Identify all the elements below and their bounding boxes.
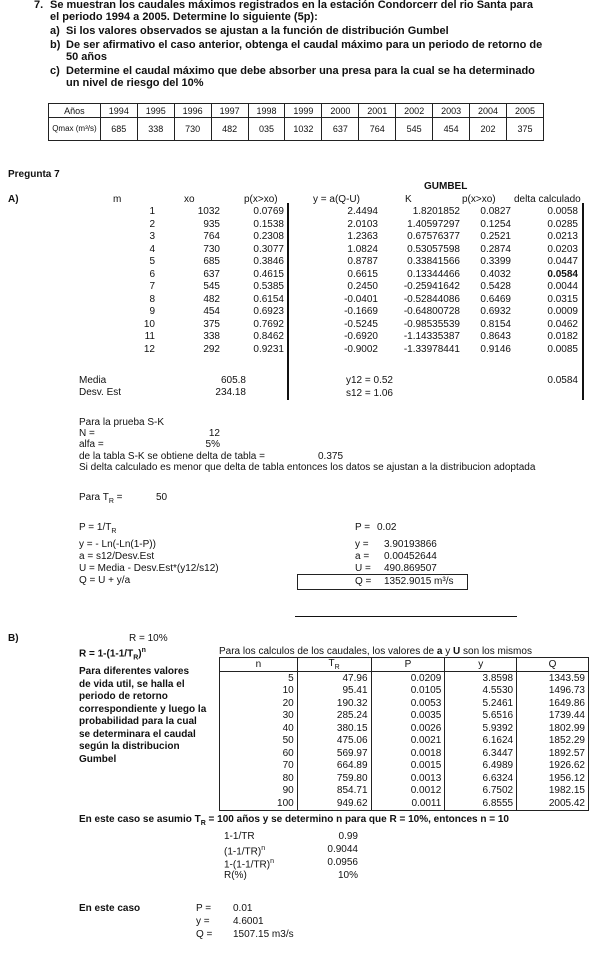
gumbel-cell: 0.0085 <box>547 343 578 355</box>
table-cell: 5.6516 <box>445 710 517 723</box>
year-cell: 1998 <box>248 104 285 118</box>
years-row-label: Años <box>49 104 101 118</box>
gumbel-cell: 0.2521 <box>480 231 511 242</box>
year-cell: 2001 <box>359 104 396 118</box>
table-cell: 949.62 <box>297 797 371 810</box>
gumbel-cell: 0.0213 <box>547 231 578 242</box>
table-row <box>220 722 589 735</box>
gumbel-cell: 5 <box>149 256 155 267</box>
header-tr: $T_R$ <box>297 658 371 672</box>
qmax-cell: 685 <box>100 118 137 141</box>
problem-line-2: el periodo 1994 a 2005. Determine lo siguiente (5p): <box>50 11 318 23</box>
gumbel-cell: 4 <box>149 243 155 255</box>
calc-3-value: 0.0956 <box>327 857 358 868</box>
year-cell: 1999 <box>285 104 322 118</box>
para-tr: Para $T_R$ = <box>79 492 123 505</box>
gumbel-cell: 0.8787 <box>347 256 378 267</box>
value-a-label: a = <box>355 551 370 562</box>
table-row <box>220 760 589 773</box>
gumbel-cell: 730 <box>203 243 220 255</box>
gumbel-cell: 0.2874 <box>480 243 511 255</box>
qmax-row-label: Qmax (m³/s) <box>49 118 101 141</box>
table-cell: 6.6324 <box>445 772 517 785</box>
table-cell: 190.32 <box>297 697 371 710</box>
final-q-label: Q = <box>196 929 213 940</box>
gumbel-cell: 12 <box>143 343 155 355</box>
gumbel-cell: 0.0447 <box>547 256 578 267</box>
table-cell: 4.5530 <box>445 685 517 698</box>
gumbel-cell: 0.8643 <box>480 331 511 342</box>
table-row <box>220 785 589 798</box>
calc-1-value: 0.99 <box>338 831 358 842</box>
calc-4-label: R(%) <box>224 870 247 881</box>
item-a-text: Si los valores observados se ajustan a la función de distribución Gumbel <box>66 25 449 37</box>
gumbel-cell: 1.2363 <box>347 231 378 242</box>
gumbel-cell: 0.2450 <box>347 281 378 292</box>
gumbel-cell: 0.3399 <box>480 256 511 267</box>
case-text: En este caso se asumio $T_R = 100$ años y se determino n para que R = 10%, entonces n = 10 <box>79 814 509 827</box>
side-text-line: según la distribucion <box>79 741 180 752</box>
side-text-line: de vida util, se halla el <box>79 678 185 690</box>
side-text-line: Gumbel <box>79 753 117 765</box>
value-u: 490.869507 <box>384 563 437 574</box>
qmax-cell: 202 <box>470 118 507 141</box>
table-cell: 1892.57 <box>517 747 589 760</box>
gumbel-cell: 0.1254 <box>480 218 511 230</box>
gumbel-cell: 0.6923 <box>253 306 284 317</box>
table-cell: 0.0013 <box>371 772 445 785</box>
table-cell: 6.7502 <box>445 785 517 798</box>
gumbel-cell: -0.52844086 <box>403 293 460 305</box>
problem-number: 7. <box>34 0 44 11</box>
gumbel-cell: 0.0769 <box>253 206 284 217</box>
gumbel-cell: 11 <box>144 331 155 342</box>
table-cell: 10 <box>220 685 298 698</box>
delta-tabla-value: 0.375 <box>318 451 344 462</box>
table-row <box>220 735 589 748</box>
gumbel-cell: 0.8462 <box>253 331 284 342</box>
table-header-row <box>220 658 589 672</box>
media-label: Media <box>79 375 107 386</box>
table-cell: 2005.42 <box>517 797 589 810</box>
gumbel-cell: 0.5428 <box>480 281 511 292</box>
table-cell: 1496.73 <box>517 685 589 698</box>
gumbel-cell: 0.9231 <box>253 343 284 355</box>
table-cell: 1956.12 <box>517 772 589 785</box>
calc-4-value: 10% <box>337 870 358 881</box>
gumbel-cell: 0.0182 <box>547 331 578 342</box>
gumbel-cell: 1.40597297 <box>407 218 460 230</box>
formula-y: y = - Ln(-Ln(1-P)) <box>79 539 156 550</box>
value-q: 1352.9015 m³/s <box>384 576 454 587</box>
alfa-value: 5% <box>205 439 220 450</box>
gumbel-cell: 1 <box>149 206 155 217</box>
table-cell: 1802.99 <box>517 722 589 735</box>
gumbel-cell: 2.4494 <box>347 206 378 217</box>
separator-line <box>287 203 289 400</box>
qmax-row <box>49 118 544 141</box>
qmax-cell: 035 <box>248 118 285 141</box>
gumbel-cell: -0.25941642 <box>403 281 460 292</box>
side-text-line: periodo de retorno <box>79 691 168 702</box>
gumbel-cell: 0.6615 <box>347 268 378 280</box>
table-cell: 0.0053 <box>371 697 445 710</box>
table-cell: 5.2461 <box>445 697 517 710</box>
table-cell: 95.41 <box>297 685 371 698</box>
gumbel-cell: 637 <box>203 268 220 280</box>
gumbel-cell: 0.0827 <box>480 206 511 217</box>
table-cell: 40 <box>220 722 298 735</box>
table-cell: 1982.15 <box>517 785 589 798</box>
table-cell: 0.0021 <box>371 735 445 748</box>
side-text <box>79 666 206 766</box>
gumbel-cell: 8 <box>149 293 155 305</box>
gumbel-cell: 0.7692 <box>253 318 284 330</box>
table-cell: 60 <box>220 747 298 760</box>
gumbel-cell: 7 <box>149 281 155 292</box>
gumbel-cell: -1.14335387 <box>403 331 460 342</box>
gumbel-cell: 0.5385 <box>253 281 284 292</box>
calc-2-label: $(1-1/TR)^n$ <box>224 845 266 858</box>
gumbel-cell: 0.0203 <box>547 243 578 255</box>
table-row <box>220 710 589 723</box>
gumbel-cell: 338 <box>203 331 220 342</box>
divider-line <box>295 616 517 617</box>
table-row <box>220 685 589 698</box>
final-p-label: P = <box>196 903 212 914</box>
table-cell: 5 <box>220 672 298 685</box>
qmax-cell: 454 <box>433 118 470 141</box>
item-c-text-2: un nivel de riesgo del 10% <box>66 77 204 89</box>
final-q: 1507.15 m3/s <box>233 929 294 940</box>
side-text-line: Para diferentes valores <box>79 666 190 677</box>
pregunta-heading: Pregunta 7 <box>8 169 60 180</box>
table-row <box>220 672 589 685</box>
side-text-line: correspondiente y luego la <box>79 703 207 715</box>
qmax-cell: 637 <box>322 118 359 141</box>
section-b-label: B) <box>8 633 19 644</box>
item-c-text-1: Determine el caudal máximo que debe absorber una presa para la cual se ha determinado <box>66 65 535 77</box>
value-p-label: P = <box>355 522 371 533</box>
table-cell: 6.4989 <box>445 760 517 773</box>
qmax-cell: 338 <box>137 118 174 141</box>
col-header-k: K <box>405 194 412 205</box>
year-cell: 1995 <box>137 104 174 118</box>
table-cell: 0.0018 <box>371 747 445 760</box>
header-y: y <box>445 658 517 672</box>
gumbel-cell: 0.0315 <box>547 293 578 305</box>
gumbel-cell: 0.6932 <box>480 306 511 317</box>
gumbel-cell: -0.64800728 <box>403 306 460 317</box>
year-cell: 2000 <box>322 104 359 118</box>
side-text-line: se determinara el caudal <box>79 728 196 740</box>
gumbel-cell: 0.3077 <box>253 243 284 255</box>
gumbel-cell: 685 <box>203 256 220 267</box>
table-cell: 90 <box>220 785 298 798</box>
item-b-text-1: De ser afirmativo el caso anterior, obtenga el caudal máximo para un periodo de retorno de <box>66 39 543 51</box>
para-tr-value: 50 <box>156 492 168 503</box>
gumbel-cell: 2.0103 <box>347 218 378 230</box>
table-cell: 854.71 <box>297 785 371 798</box>
value-y: 3.90193866 <box>384 539 437 550</box>
s12-value: s12 = 1.06 <box>346 388 393 399</box>
table-cell: 0.0011 <box>371 797 445 810</box>
value-q-label: Q = <box>355 576 372 587</box>
table-row <box>220 772 589 785</box>
gumbel-cell: 0.4615 <box>253 268 284 280</box>
years-row <box>49 104 544 118</box>
gumbel-cell: 545 <box>203 281 220 292</box>
gumbel-cell: 1.8201852 <box>412 206 460 217</box>
gumbel-cell: 0.4032 <box>480 268 511 280</box>
gumbel-cell: 0.3846 <box>253 256 284 267</box>
gumbel-cell: 454 <box>203 306 220 317</box>
final-label: En este caso <box>79 903 141 914</box>
table-cell: 70 <box>220 760 298 773</box>
year-cell: 1996 <box>174 104 211 118</box>
table-cell: 50 <box>220 735 298 748</box>
calc-3-label: $1-(1-1/TR)^n$ <box>224 858 275 871</box>
n-value: 12 <box>208 428 220 439</box>
gumbel-cell: -0.0401 <box>344 293 378 305</box>
gumbel-cell: 9 <box>149 306 155 317</box>
gumbel-cell: 0.13344466 <box>407 268 460 280</box>
gumbel-cell: 0.8154 <box>480 318 511 330</box>
table-cell: 664.89 <box>297 760 371 773</box>
gumbel-cell: 375 <box>203 318 220 330</box>
years-table <box>48 103 544 141</box>
desv-label: Desv. Est <box>79 387 122 398</box>
y12-value: y12 = 0.52 <box>346 375 393 386</box>
table-cell: 0.0015 <box>371 760 445 773</box>
max-delta: 0.0584 <box>547 375 578 386</box>
return-period-table <box>219 657 589 811</box>
year-cell: 1997 <box>211 104 248 118</box>
table-cell: 20 <box>220 697 298 710</box>
year-cell: 2005 <box>507 104 544 118</box>
col-header-p2: p(x>xo) <box>462 194 496 205</box>
qmax-cell: 1032 <box>285 118 322 141</box>
gumbel-cell: 0.2308 <box>253 231 284 242</box>
media-value: 605.8 <box>220 375 246 386</box>
header-p: P <box>371 658 445 672</box>
gumbel-title: GUMBEL <box>424 181 468 192</box>
gumbel-cell: 0.0044 <box>547 281 578 292</box>
gumbel-cell: 3 <box>149 231 155 242</box>
table-cell: 1852.29 <box>517 735 589 748</box>
col-header-y: y = a(Q-U) <box>313 194 360 205</box>
year-cell: 2002 <box>396 104 433 118</box>
year-cell: 2003 <box>433 104 470 118</box>
separator-line <box>582 203 584 400</box>
gumbel-cell: 1032 <box>197 206 220 217</box>
gumbel-cell: -1.33978441 <box>403 343 460 355</box>
qmax-cell: 482 <box>211 118 248 141</box>
gumbel-cell: 2 <box>149 218 155 230</box>
gumbel-cell: 482 <box>203 293 220 305</box>
table-cell: 1343.59 <box>517 672 589 685</box>
col-header-p: p(x>xo) <box>244 194 278 205</box>
table-cell: 80 <box>220 772 298 785</box>
formula-u: U = Media - Desv.Est*(y12/s12) <box>79 563 219 574</box>
table-cell: 3.8598 <box>445 672 517 685</box>
table-cell: 5.9392 <box>445 722 517 735</box>
gumbel-cell: 0.0058 <box>547 206 578 217</box>
final-y-label: y = <box>196 916 210 927</box>
gumbel-cell: 10 <box>143 318 155 330</box>
gumbel-cell: 0.1538 <box>253 218 284 230</box>
gumbel-cell: 0.33841566 <box>407 256 460 267</box>
table-cell: 0.0012 <box>371 785 445 798</box>
table-cell: 6.8555 <box>445 797 517 810</box>
table-cell: 285.24 <box>297 710 371 723</box>
item-b-label: b) <box>50 39 61 51</box>
table-cell: 47.96 <box>297 672 371 685</box>
table-row <box>220 797 589 810</box>
item-b-text-2: 50 años <box>66 51 107 63</box>
table-cell: 0.0026 <box>371 722 445 735</box>
table-cell: 569.97 <box>297 747 371 760</box>
table-cell: 0.0035 <box>371 710 445 723</box>
table-cell: 759.80 <box>297 772 371 785</box>
gumbel-cell: -0.5245 <box>344 318 378 330</box>
gumbel-cell: 1.0824 <box>347 243 378 255</box>
gumbel-cell: -0.1669 <box>344 306 378 317</box>
gumbel-cell: 0.0462 <box>547 318 578 330</box>
value-p: 0.02 <box>377 522 397 533</box>
item-a-label: a) <box>50 25 60 37</box>
gumbel-cell: 0.53057598 <box>407 243 460 255</box>
gumbel-cell: -0.6920 <box>344 331 378 342</box>
calc-1-label: 1-1/TR <box>224 831 255 842</box>
col-header-xo: xo <box>184 194 195 205</box>
alfa-label: alfa = <box>79 439 104 450</box>
sk-title: Para la prueba S-K <box>79 417 165 428</box>
table-row <box>220 697 589 710</box>
qmax-cell: 764 <box>359 118 396 141</box>
gumbel-cell: 0.0009 <box>547 306 578 317</box>
value-a: 0.00452644 <box>384 551 437 562</box>
side-text-line: probabilidad para la cual <box>79 716 197 727</box>
r-formula: $R = 1-(1-1/T_R)^n$ <box>79 647 146 662</box>
header-q: Q <box>517 658 589 672</box>
gumbel-cell: 0.67576377 <box>407 231 460 242</box>
final-y: 4.6001 <box>233 916 264 927</box>
year-cell: 2004 <box>470 104 507 118</box>
formula-a: a = s12/Desv.Est <box>79 551 155 562</box>
table-row <box>220 747 589 760</box>
value-y-label: y = <box>355 539 369 550</box>
delta-tabla-text: de la tabla S-K se obtiene delta de tabla = <box>79 451 265 462</box>
problem-line-1: Se muestran los caudales máximos registrados en la estación Condorcerr del rio Santa para <box>50 0 533 11</box>
table-cell: 0.0105 <box>371 685 445 698</box>
value-u-label: U = <box>355 563 371 574</box>
table-cell: 380.15 <box>297 722 371 735</box>
conclusion-text: Si delta calculado es menor que delta de tabla entonces los datos se ajustan a la distribucion adoptada <box>79 462 536 473</box>
year-cell: 1994 <box>100 104 137 118</box>
table-cell: 6.1624 <box>445 735 517 748</box>
gumbel-cell: -0.98535539 <box>403 318 460 330</box>
gumbel-cell: 0.6469 <box>480 293 511 305</box>
final-p: 0.01 <box>233 903 253 914</box>
gumbel-cell: -0.9002 <box>344 343 378 355</box>
table-cell: 475.06 <box>297 735 371 748</box>
qmax-cell: 730 <box>174 118 211 141</box>
r-title: R = 10% <box>129 633 168 644</box>
col-header-m: m <box>113 194 122 205</box>
gumbel-cell: 0.0584 <box>547 268 578 280</box>
gumbel-cell: 935 <box>203 218 220 230</box>
item-c-label: c) <box>50 65 60 77</box>
formula-q: Q = U + y/a <box>79 575 131 586</box>
gumbel-cell: 6 <box>149 268 155 280</box>
desv-value: 234.18 <box>215 387 246 398</box>
table-cell: 1926.62 <box>517 760 589 773</box>
table-cell: 30 <box>220 710 298 723</box>
section-a-label: A) <box>8 194 19 205</box>
gumbel-cell: 292 <box>203 343 220 355</box>
gumbel-cell: 0.0285 <box>547 218 578 230</box>
formula-p: $P = 1/T_R$ <box>79 522 117 535</box>
header-n: n <box>220 658 298 672</box>
table-cell: 1739.44 <box>517 710 589 723</box>
gumbel-cell: 0.9146 <box>480 343 511 355</box>
gumbel-cell: 0.6154 <box>253 293 284 305</box>
para-calc-text: Para los calculos de los caudales, los valores de a y U son los mismos <box>219 646 532 657</box>
table-cell: 6.3447 <box>445 747 517 760</box>
table-cell: 0.0209 <box>371 672 445 685</box>
qmax-cell: 375 <box>507 118 544 141</box>
qmax-cell: 545 <box>396 118 433 141</box>
calc-2-value: 0.9044 <box>327 844 358 855</box>
col-header-delta: delta calculado <box>514 194 581 205</box>
gumbel-cell: 764 <box>203 231 220 242</box>
table-cell: 1649.86 <box>517 697 589 710</box>
table-cell: 100 <box>220 797 298 810</box>
n-label: N = <box>79 428 95 439</box>
